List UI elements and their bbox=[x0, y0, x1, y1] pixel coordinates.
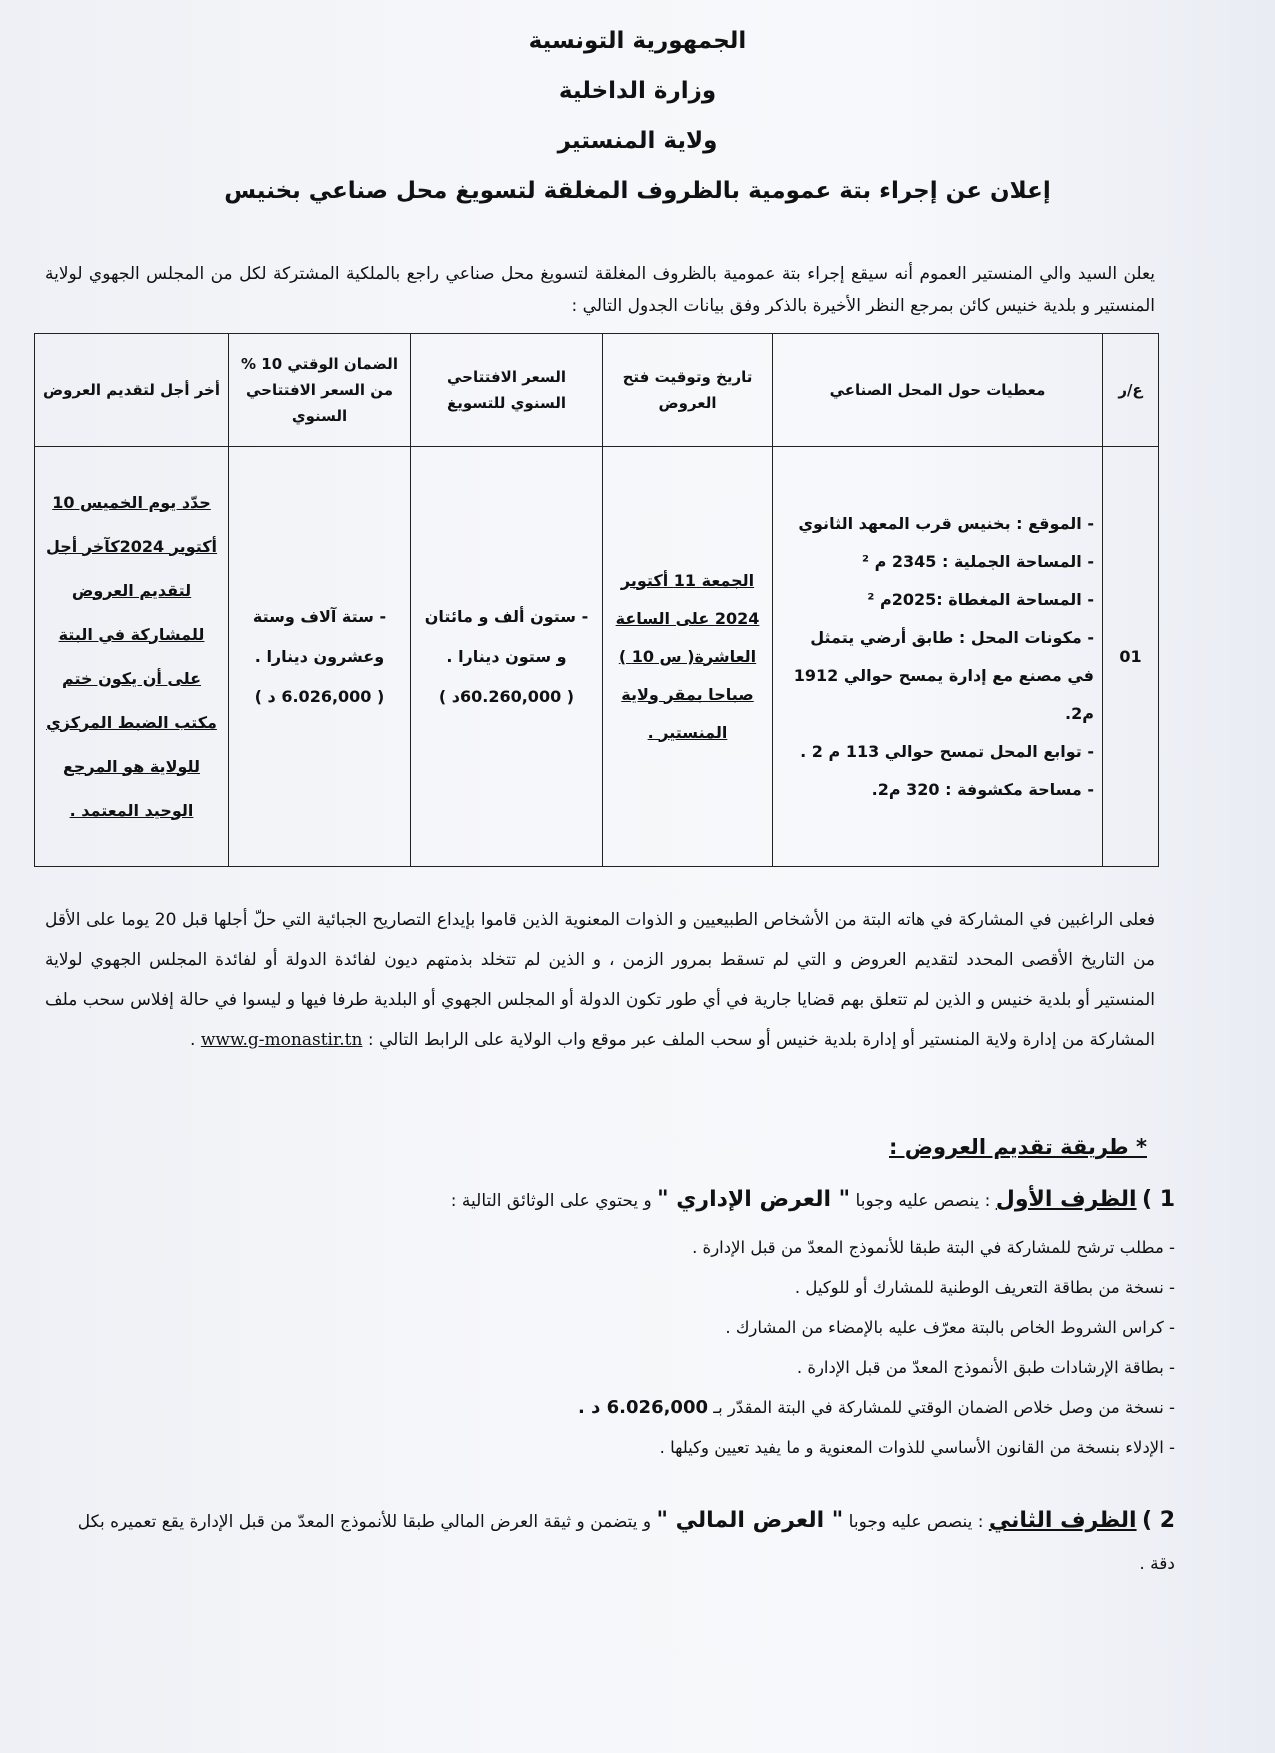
envelope1-quote: " العرض الإداري " bbox=[657, 1187, 851, 1212]
guarantee-words: - ستة آلاف وستة وعشرون دينارا . bbox=[252, 606, 387, 666]
price-words: - ستون ألف و مائتان و ستون دينارا . bbox=[424, 606, 589, 666]
guarantee-doc-text: - نسخة من وصل خلاص الضمان الوقتي للمشاركة في البتة المقدّر بـ bbox=[713, 1398, 1175, 1417]
detail-total-area: - المساحة الجملية : 2345 م ² bbox=[862, 551, 1094, 571]
submission-method-title: * طريقة تقديم العروض : bbox=[889, 1135, 1147, 1159]
deadline-cell: حدّد يوم الخميس 10 أكتوبر 2024كآخر أجل لتقديم العروض للمشاركة في البتة على أن يكون ختم مكتب الضبط المركزي للولاية هو المرجع الوحيد المعتمد . bbox=[35, 447, 229, 867]
price-cell bbox=[411, 447, 603, 867]
header-deadline: أخر أجل لتقديم العروض bbox=[35, 334, 229, 447]
list-item: - نسخة من بطاقة التعريف الوطنية للمشارك أو للوكيل . bbox=[794, 1278, 1175, 1297]
second-envelope-line bbox=[60, 1500, 1175, 1585]
envelope1-title: الظرف الأول bbox=[995, 1187, 1137, 1212]
list-item bbox=[165, 1388, 1175, 1428]
price-amount: ( 60.260,000د ) bbox=[438, 686, 575, 706]
eligibility-paragraph bbox=[45, 900, 1155, 1060]
envelope1-text-a: : ينصص عليه وجوبا bbox=[850, 1191, 996, 1211]
header-opening: تاريخ وتوقيت فتح العروض bbox=[603, 334, 773, 447]
intro-paragraph: يعلن السيد والي المنستير العموم أنه سيقع إجراء بتة عمومية بالظروف المغلقة لتسويغ محل صناعي راجع بالملكية المشتركة لكل من المجلس الجهوي لولاية المنستير و بلدية خنيس كائن بمرجع النظر الأخيرة بالذكر وفق بيانات الجدول التالي : bbox=[45, 264, 1155, 316]
list-item: - مطلب ترشح للمشاركة في البتة طبقا للأنموذج المعدّ من قبل الإدارة . bbox=[692, 1238, 1175, 1257]
envelope2-text-a: : ينصص عليه وجوبا bbox=[843, 1512, 989, 1532]
table-header-row bbox=[35, 334, 1159, 447]
guarantee-amount: ( 6.026,000 د ) bbox=[254, 686, 385, 706]
detail-location: - الموقع : بخنيس قرب المعهد الثانوي bbox=[798, 513, 1094, 533]
list-item: - الإدلاء بنسخة من القانون الأساسي للذوات المعنوية و ما يفيد تعيين وكيلها . bbox=[659, 1438, 1175, 1457]
link-suffix: . bbox=[190, 1030, 201, 1050]
guarantee-cell bbox=[229, 447, 411, 867]
property-details-cell bbox=[773, 447, 1103, 867]
guarantee-doc-amount: 6.026,000 د . bbox=[578, 1397, 709, 1418]
detail-components: - مكونات المحل : طابق أرضي يتمثل في مصنع مع إدارة يمسح حوالي 1912 م2. bbox=[793, 627, 1094, 723]
detail-covered-area: - المساحة المغطاة :2025م ² bbox=[867, 589, 1094, 609]
opening-date-cell: الجمعة 11 أكتوبر 2024 على الساعة العاشرة( س 10 ) صباحا بمقر ولاية المنستير . bbox=[603, 447, 773, 867]
announcement-title: إعلان عن إجراء بتة عمومية بالظروف المغلقة لتسويغ محل صناعي بخنيس bbox=[224, 178, 1051, 204]
detail-open-area: - مساحة مكشوفة : 320 م2. bbox=[871, 779, 1094, 799]
envelope1-text-b: و يحتوي على الوثائق التالية : bbox=[450, 1191, 658, 1211]
header-details: معطيات حول المحل الصناعي bbox=[773, 334, 1103, 447]
envelope2-quote: " العرض المالي " bbox=[656, 1508, 844, 1533]
header-number: ع/ر bbox=[1103, 334, 1159, 447]
envelope2-title: الظرف الثاني bbox=[988, 1508, 1137, 1533]
website-link[interactable]: www.g-monastir.tn bbox=[200, 1030, 363, 1050]
envelope2-number: 2 ) bbox=[1141, 1508, 1175, 1533]
eligibility-text: فعلى الراغبين في المشاركة في هاته البتة من الأشخاص الطبيعيين و الذوات المعنوية الذين قاموا بإيداع التصاريح الجبائية التي حلّ أجلها قبل 20 يوما على الأقل من التاريخ الأقصى المحدد لتقديم العروض و التي لم تسقط بمرور الزمن ، و الذين لم تتخلد بذمتهم ديون لفائدة الدولة أو لفائدة المجلس الجهوي لولاية المنستير أو بلدية خنيس و الذين لم تتعلق بهم قضايا جارية في أي طور تكون الدولة أو المجلس الجهوي أو البلدية طرفا فيها و ليسوا في حالة إفلاس سحب ملف المشاركة من إدارة ولاية المنستير أو إدارة بلدية خنيس أو سحب الملف عبر موقع واب الولاية على الرابط التالي : bbox=[45, 910, 1155, 1050]
header-price: السعر الافتتاحي السنوي للتسويغ bbox=[411, 334, 603, 447]
governorate-heading: ولاية المنستير bbox=[557, 128, 718, 154]
envelope1-number: 1 ) bbox=[1141, 1187, 1175, 1212]
list-item: - بطاقة الإرشادات طبق الأنموذج المعدّ من قبل الإدارة . bbox=[796, 1358, 1175, 1377]
header-guarantee: الضمان الوقتي 10 % من السعر الافتتاحي السنوي bbox=[229, 334, 411, 447]
detail-annexes: - توابع المحل تمسح حوالي 113 م 2 . bbox=[800, 741, 1094, 761]
table-row bbox=[35, 447, 1159, 867]
first-envelope-line bbox=[165, 1182, 1175, 1219]
envelope2-text-b: و يتضمن و ثيقة العرض المالي طبقا للأنموذج المعدّ من قبل الإدارة يقع تعميره بكل دقة . bbox=[77, 1512, 1175, 1574]
required-documents-list bbox=[165, 1228, 1175, 1468]
list-item: - كراس الشروط الخاص بالبتة معرّف عليه بالإمضاء من المشارك . bbox=[725, 1318, 1175, 1337]
row-number: 01 bbox=[1103, 447, 1159, 867]
republic-heading: الجمهورية التونسية bbox=[528, 28, 747, 54]
property-table bbox=[34, 333, 1159, 867]
ministry-heading: وزارة الداخلية bbox=[558, 78, 717, 104]
